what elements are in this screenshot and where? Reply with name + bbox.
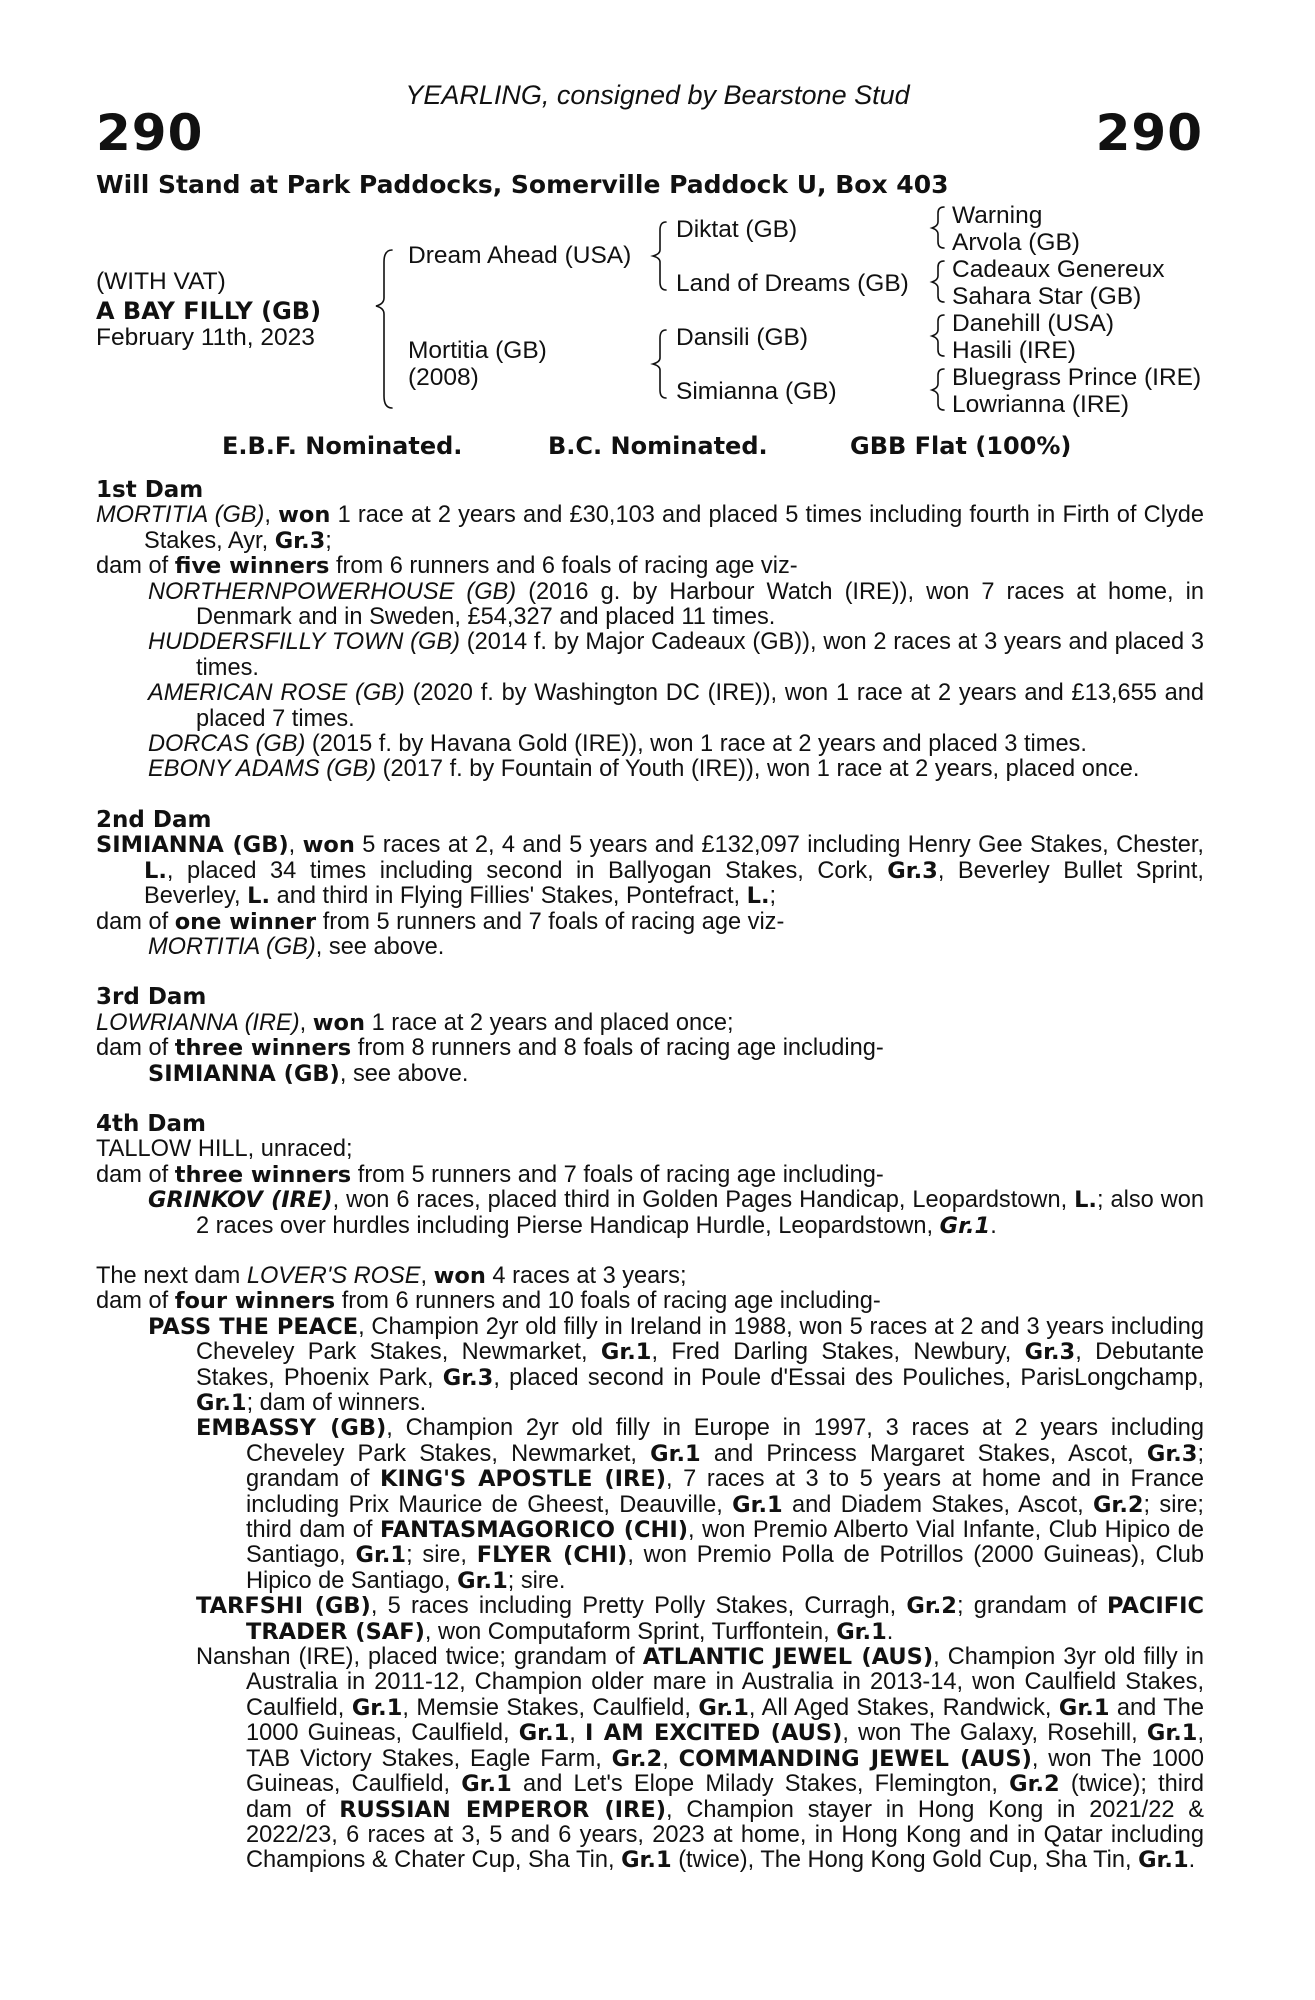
emphasis-run: KING'S APOSTLE (IRE) — [380, 1466, 666, 1493]
emphasis-run: FLYER (CHI) — [476, 1542, 628, 1569]
emphasis-run: Gr.3 — [1146, 1440, 1198, 1467]
emphasis-run: Gr.2 — [1092, 1491, 1144, 1518]
text-run: from 6 runners and 6 foals of racing age viz- — [329, 553, 798, 580]
emphasis-run: Gr.2 — [906, 1593, 957, 1620]
text-run: , — [420, 1262, 434, 1289]
emphasis-run: Gr.1 — [650, 1440, 701, 1467]
text-run: dam of — [96, 1035, 175, 1062]
stable-location: Will Stand at Park Paddocks, Somerville Paddock U, Box 403 — [96, 170, 949, 199]
text-run: , see above. — [315, 933, 445, 960]
text-run: . — [886, 1618, 894, 1645]
text-run: and Diadem Stakes, Ascot, — [782, 1491, 1093, 1518]
emphasis-run: Gr.3 — [274, 527, 326, 554]
pedigree-paragraph — [96, 1645, 1204, 1874]
text-run: , placed 34 times including second in Ballyogan Stakes, Cork, — [166, 857, 888, 884]
lot-title: A BAY FILLY (GB) — [96, 297, 322, 325]
emphasis-run: Gr.3 — [442, 1364, 494, 1391]
text-run: 1 race at 2 years and £30,103 and placed 5 times including fourth in Firth of Clyde Stakes, Ayr, — [144, 502, 1204, 554]
emphasis-run: LOVER'S ROSE — [246, 1262, 421, 1289]
text-run: , Beverley Bullet Sprint, Beverley, — [144, 857, 1204, 910]
emphasis-run: DORCAS (GB) — [148, 731, 306, 758]
ancestor-5: Danehill (USA) — [952, 310, 1115, 337]
text-run: , Fred Darling Stakes, Newbury, — [651, 1339, 1025, 1366]
dam-year: (2008) — [408, 364, 479, 391]
pedigree-paragraph — [96, 1036, 1204, 1061]
emphasis-run: four winners — [174, 1288, 336, 1315]
pedigree-section — [96, 808, 1204, 960]
pedigree-paragraph — [96, 1315, 1204, 1417]
text-run: dam of — [96, 908, 175, 935]
text-run: (2015 f. by Havana Gold (IRE)), won 1 race at 2 years and placed 3 times. — [305, 731, 1087, 758]
pedigree-paragraph — [96, 580, 1204, 631]
emphasis-run: EMBASSY (GB) — [196, 1415, 387, 1442]
ebf-nomination: E.B.F. Nominated. — [222, 432, 463, 460]
text-run: . — [990, 1212, 997, 1239]
text-run: , see above. — [339, 1060, 469, 1087]
pedigree-paragraph — [96, 757, 1204, 782]
emphasis-run: AMERICAN ROSE (GB) — [148, 680, 405, 707]
emphasis-run: RUSSIAN EMPEROR (IRE) — [339, 1796, 666, 1823]
bc-nomination: B.C. Nominated. — [548, 432, 768, 460]
emphasis-run: Gr.1 — [1146, 1720, 1198, 1747]
emphasis-run: SIMIANNA (GB) — [96, 832, 289, 859]
sire-name: Dream Ahead (USA) — [408, 242, 632, 269]
emphasis-run: one winner — [174, 908, 317, 935]
text-run: ; dam of winners. — [246, 1390, 427, 1416]
emphasis-run: won — [433, 1262, 486, 1289]
emphasis-run: L. — [144, 857, 167, 884]
emphasis-run: Gr.1 — [355, 1542, 407, 1569]
pedigree-paragraph — [96, 833, 1204, 909]
text-run: , — [264, 502, 279, 529]
vat-note: (WITH VAT) — [96, 268, 226, 295]
pedigree-section — [96, 1112, 1204, 1239]
pedigree-paragraph — [96, 681, 1204, 732]
emphasis-run: PASS THE PEACE — [148, 1313, 359, 1340]
text-run: and The 1000 Guineas, Caulfield, — [246, 1694, 1204, 1747]
emphasis-run: Gr.1 — [698, 1694, 749, 1721]
ancestor-1: Warning — [952, 202, 1043, 229]
text-run: ; also won 2 races over hurdles including Pierse Handicap Hurdle, Leopardstown, — [196, 1187, 1204, 1239]
emphasis-run: Gr.1 — [457, 1567, 508, 1594]
emphasis-run: Gr.1 — [600, 1339, 652, 1366]
emphasis-run: MORTITIA (GB) — [96, 502, 265, 529]
text-run: dam of — [96, 1161, 175, 1188]
pedigree-paragraph — [96, 935, 1204, 960]
text-run: (2016 g. by Harbour Watch (IRE)), won 7 races at home, in Denmark and in Sweden, £54,327 and placed 11 times. — [196, 578, 1204, 631]
text-run: (twice); third dam of — [246, 1771, 1205, 1823]
text-run: 4 races at 3 years; — [485, 1262, 687, 1289]
pedigree-paragraph — [96, 1289, 1204, 1314]
text-run: (twice), The Hong Kong Gold Cup, Sha Tin, — [671, 1847, 1139, 1874]
text-run: , won Premio Polla de Potrillos (2000 Guineas), Club Hipico de Santiago, — [246, 1542, 1204, 1594]
consignor-line: YEARLING, consigned by Bearstone Stud — [405, 80, 910, 110]
text-run: , Champion 3yr old filly in Australia in 2011-12, Champion older mare in Australia in 2013-14, won Caulfield Stakes, Caulfield, — [246, 1644, 1204, 1721]
text-run: , won Premio Alberto Vial Infante, Club Hipico de Santiago, — [246, 1517, 1204, 1569]
pedigree-paragraph — [96, 1137, 1204, 1162]
text-run: , placed second in Poule d'Essai des Pouliches, ParisLongchamp, — [493, 1364, 1205, 1391]
text-run: , won The 1000 Guineas, Caulfield, — [246, 1745, 1204, 1798]
text-run: , — [662, 1745, 679, 1772]
emphasis-run: PACIFIC TRADER (SAF) — [246, 1593, 1204, 1645]
text-run: and Let's Elope Milady Stakes, Flemington, — [511, 1771, 1010, 1798]
section-heading: 1st Dam — [96, 477, 204, 503]
text-run: ; — [769, 883, 777, 910]
text-run: . — [1188, 1847, 1196, 1874]
ancestor-8: Lowrianna (IRE) — [952, 391, 1130, 418]
emphasis-run: Gr.1 — [461, 1771, 512, 1798]
text-run: , Champion 2yr old filly in Europe in 1997, 3 races at 2 years including Cheveley Park Stakes, Newmarket, — [246, 1415, 1204, 1467]
text-run: dam of — [96, 1288, 175, 1315]
text-run: , 5 races including Pretty Polly Stakes, Curragh, — [370, 1593, 907, 1620]
text-run: ; sire, — [406, 1542, 477, 1569]
emphasis-run: Gr.1 — [351, 1694, 403, 1721]
dam-dam-name: Simianna (GB) — [676, 378, 837, 405]
pedigree-paragraph — [96, 1188, 1204, 1239]
text-run: 5 races at 2, 4 and 5 years and £132,097 including Henry Gee Stakes, Chester, — [354, 832, 1204, 859]
emphasis-run: L. — [1074, 1187, 1097, 1214]
dam-line-text — [96, 478, 1204, 1874]
text-run: from 5 runners and 7 foals of racing age viz- — [316, 908, 785, 935]
sire-dam-name: Land of Dreams (GB) — [676, 270, 909, 297]
section-heading: 3rd Dam — [96, 984, 207, 1011]
pedigree-paragraph — [96, 732, 1204, 757]
emphasis-run: Gr.1 — [621, 1847, 672, 1874]
emphasis-run: three winners — [174, 1161, 352, 1188]
text-run: (2017 f. by Fountain of Youth (IRE)), won 1 race at 2 years, placed once. — [376, 756, 1140, 783]
emphasis-run: won — [302, 832, 355, 859]
text-run: dam of — [96, 553, 175, 580]
lot-number-right: 290 — [1095, 104, 1203, 162]
text-run: The next dam — [96, 1262, 247, 1289]
text-run: Nanshan (IRE), placed twice; grandam of — [196, 1644, 643, 1671]
pedigree-paragraph — [96, 554, 1204, 579]
text-run: , — [569, 1720, 585, 1747]
ancestor-2: Arvola (GB) — [952, 229, 1080, 256]
text-run: , Champion stayer in Hong Kong in 2021/22 & 2022/23, 6 races at 3, 5 and 6 years, 2023 at home, in Hong Kong and in Qatar including Champions & Chater Cup, Sha Tin, — [246, 1796, 1205, 1874]
pedigree-section — [96, 985, 1204, 1087]
emphasis-run: TARFSHI (GB) — [196, 1593, 371, 1620]
emphasis-run: Gr.3 — [887, 857, 938, 884]
emphasis-run: SIMIANNA (GB) — [148, 1060, 340, 1087]
text-run: (2014 f. by Major Cadeaux (GB)), won 2 races at 3 years and placed 3 times. — [196, 629, 1204, 681]
pedigree-paragraph — [96, 1062, 1204, 1087]
emphasis-run: won — [312, 1009, 366, 1036]
emphasis-run: Gr.1 — [1138, 1847, 1189, 1874]
emphasis-run: three winners — [174, 1035, 352, 1062]
emphasis-run: MORTITIA (GB) — [148, 933, 316, 960]
text-run: TALLOW HILL, unraced; — [96, 1136, 353, 1163]
sire-sire-name: Diktat (GB) — [676, 216, 798, 243]
pedigree-section — [96, 478, 1204, 783]
emphasis-run: I AM EXCITED (AUS) — [584, 1720, 843, 1747]
text-run: and third in Flying Fillies' Stakes, Pontefract, — [270, 883, 747, 910]
emphasis-run: LOWRIANNA (IRE) — [96, 1009, 300, 1036]
text-run: , TAB Victory Stakes, Eagle Farm, — [246, 1720, 1204, 1772]
emphasis-run: Gr.1 — [1058, 1694, 1110, 1721]
emphasis-run: Gr.2 — [1009, 1771, 1060, 1798]
emphasis-run: Gr.1 — [836, 1618, 887, 1645]
emphasis-run: Gr.1 — [939, 1212, 991, 1239]
text-run: from 6 runners and 10 foals of racing age including- — [335, 1288, 881, 1315]
text-run: , won The Galaxy, Rosehill, — [842, 1720, 1147, 1747]
emphasis-run: EBONY ADAMS (GB) — [148, 756, 377, 783]
section-heading: 2nd Dam — [96, 806, 212, 833]
emphasis-run: Gr.1 — [732, 1491, 783, 1518]
pedigree-paragraph — [96, 1264, 1204, 1289]
dam-name: Mortitia (GB) — [408, 337, 547, 364]
pedigree-paragraph — [96, 910, 1204, 935]
text-run: ; sire; third dam of — [246, 1491, 1204, 1544]
dam-sire-name: Dansili (GB) — [676, 324, 809, 351]
emphasis-run: Gr.3 — [1024, 1339, 1076, 1366]
text-run: , won 6 races, placed third in Golden Pages Handicap, Leopardstown, — [332, 1187, 1075, 1214]
text-run: from 5 runners and 7 foals of racing age including- — [351, 1161, 884, 1188]
text-run: , Champion 2yr old filly in Ireland in 1988, won 5 races at 2 and 3 years including Cheveley Park Stakes, Newmarket, — [196, 1313, 1204, 1366]
pedigree-paragraph — [96, 1163, 1204, 1188]
foaling-date: February 11th, 2023 — [96, 324, 315, 351]
pedigree-section — [96, 1264, 1204, 1874]
pedigree-paragraph — [96, 630, 1204, 681]
text-run: , All Aged Stakes, Randwick, — [748, 1694, 1059, 1721]
emphasis-run: L. — [247, 883, 271, 910]
text-run: ; grandam of — [956, 1593, 1108, 1620]
emphasis-run: GRINKOV (IRE) — [148, 1187, 333, 1214]
lot-number-left: 290 — [96, 104, 204, 162]
ancestor-7: Bluegrass Prince (IRE) — [952, 364, 1202, 391]
text-run: , Memsie Stakes, Caulfield, — [402, 1694, 699, 1721]
emphasis-run: won — [278, 502, 331, 529]
ancestor-6: Hasili (IRE) — [952, 337, 1076, 364]
text-run: ; — [325, 527, 332, 554]
text-run: and Princess Margaret Stakes, Ascot, — [700, 1440, 1147, 1467]
pedigree-paragraph — [96, 1594, 1204, 1645]
ancestor-4: Sahara Star (GB) — [952, 283, 1142, 310]
emphasis-run: Gr.2 — [611, 1745, 663, 1772]
text-run: from 8 runners and 8 foals of racing age including- — [351, 1035, 884, 1062]
ancestor-3: Cadeaux Genereux — [952, 256, 1165, 283]
emphasis-run: Gr.1 — [518, 1720, 570, 1747]
emphasis-run: five winners — [174, 553, 330, 580]
section-heading: 4th Dam — [96, 1110, 206, 1137]
emphasis-run: Gr.1 — [196, 1390, 247, 1416]
emphasis-run: HUDDERSFILLY TOWN (GB) — [148, 629, 460, 656]
text-run: (2020 f. by Washington DC (IRE)), won 1 race at 2 years and £13,655 and placed 7 times. — [196, 680, 1204, 732]
pedigree-paragraph — [96, 503, 1204, 554]
emphasis-run: ATLANTIC JEWEL (AUS) — [642, 1644, 934, 1671]
text-run: , Debutante Stakes, Phoenix Park, — [196, 1339, 1204, 1391]
text-run: ; grandam of — [246, 1440, 1205, 1493]
pedigree-paragraph — [96, 1011, 1204, 1036]
text-run: , — [288, 832, 303, 859]
text-run: , — [299, 1009, 313, 1036]
text-run: , 7 races at 3 to 5 years at home and in France including Prix Maurice de Gheest, Deauville, — [246, 1466, 1204, 1518]
emphasis-run: COMMANDING JEWEL (AUS) — [678, 1745, 1032, 1772]
emphasis-run: NORTHERNPOWERHOUSE (GB) — [148, 578, 517, 605]
text-run: , won Computaform Sprint, Turffontein, — [424, 1618, 837, 1645]
pedigree-paragraph — [96, 1416, 1204, 1594]
emphasis-run: FANTASMAGORICO (CHI) — [379, 1517, 689, 1544]
text-run: ; sire. — [507, 1567, 566, 1594]
emphasis-run: L. — [746, 883, 770, 910]
gbb-status: GBB Flat (100%) — [850, 432, 1072, 460]
text-run: 1 race at 2 years and placed once; — [365, 1009, 734, 1036]
